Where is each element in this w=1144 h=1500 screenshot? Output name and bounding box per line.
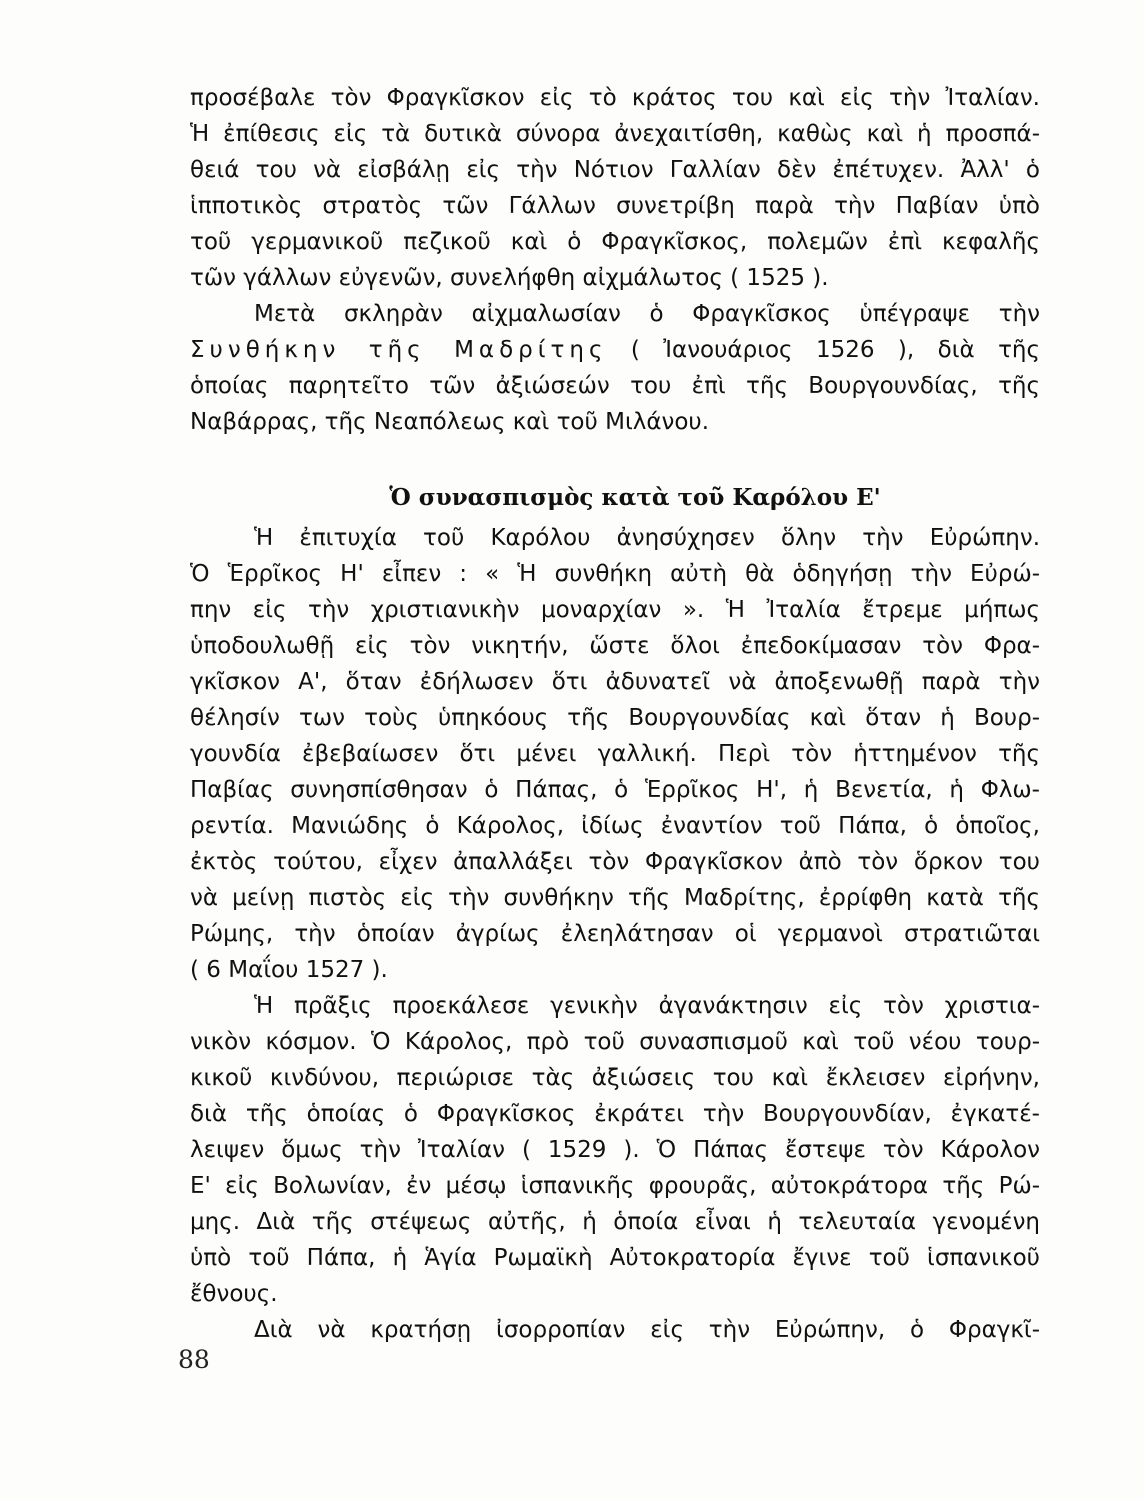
treaty-date: ( Ἰανουάριος 1526 ), διὰ τῆς	[607, 337, 1040, 363]
text-line: διὰ τῆς ὁποίας ὁ Φραγκῖσκος ἐκράτει τὴν Βουργουνδίαν, ἐγκατέ-	[190, 1101, 1040, 1127]
text-line	[190, 332, 1040, 368]
text-line: ἱπποτικὸς στρατὸς τῶν Γάλλων συνετρίβη παρὰ τὴν Παβίαν ὑπὸ	[190, 193, 1040, 219]
text-line: τῶν γάλλων εὐγενῶν, συνελήφθη αἰχμάλωτος ( 1525 ).	[190, 265, 829, 291]
text-line: Ἡ πρᾶξις προεκάλεσε γενικὴν ἀγανάκτησιν εἰς τὸν χριστια-	[254, 993, 1040, 1019]
text-line: ρεντία. Μανιώδης ὁ Κάρολος, ἰδίως ἐναντίον τοῦ Πάπα, ὁ ὁποῖος,	[190, 813, 1040, 839]
text-line: Διὰ νὰ κρατήσῃ ἰσορροπίαν εἰς τὴν Εὐρώπην, ὁ Φραγκῖ-	[254, 1317, 1040, 1343]
text-line: Παβίας συνησπίσθησαν ὁ Πάπας, ὁ Ἑρρῖκος Η', ἡ Βενετία, ἡ Φλω-	[190, 777, 1040, 803]
text-line: ὁποίας παρητεῖτο τῶν ἀξιώσεών του ἐπὶ τῆς Βουργουνδίας, τῆς	[190, 373, 1040, 399]
text-line: Ρώμης, τὴν ὁποίαν ἀγρίως ἐλεηλάτησαν οἱ γερμανοὶ στρατιῶται	[190, 921, 1040, 947]
text-line: Ὁ Ἑρρῖκος Η' εἶπεν : « Ἡ συνθήκη αὐτὴ θὰ ὁδηγήσῃ τὴν Εὐρώ-	[190, 561, 1040, 587]
text-line: ὑποδουλωθῇ εἰς τὸν νικητήν, ὥστε ὅλοι ἐπεδοκίμασαν τὸν Φρα-	[190, 633, 1040, 659]
text-line: κικοῦ κινδύνου, περιώρισε τὰς ἀξιώσεις του καὶ ἔκλεισεν εἰρήνην,	[190, 1065, 1040, 1091]
section-gap	[190, 440, 1040, 476]
text-line: Ε' εἰς Βολωνίαν, ἐν μέσῳ ἱσπανικῆς φρουρᾶς, αὐτοκράτορα τῆς Ρώ-	[190, 1173, 1040, 1199]
page-number: 88	[178, 1345, 210, 1374]
treaty-name: Συνθήκην τῆς Μαδρίτης	[190, 337, 608, 363]
text-line: προσέβαλε τὸν Φραγκῖσκον εἰς τὸ κράτος του καὶ εἰς τὴν Ἰταλίαν.	[190, 85, 1040, 111]
text-line: γουνδία ἐβεβαίωσεν ὅτι μένει γαλλική. Περὶ τὸν ἡττημένον τῆς	[190, 741, 1040, 767]
text-line: νὰ μείνῃ πιστὸς εἰς τὴν συνθήκην τῆς Μαδρίτης, ἐρρίφθη κατὰ τῆς	[190, 885, 1040, 911]
text-line: Ναβάρρας, τῆς Νεαπόλεως καὶ τοῦ Μιλάνου.	[190, 409, 710, 435]
text-line: Ἡ ἐπιτυχία τοῦ Καρόλου ἀνησύχησεν ὅλην τὴν Εὐρώπην.	[254, 525, 1040, 551]
text-line: νικὸν κόσμον. Ὁ Κάρολος, πρὸ τοῦ συνασπισμοῦ καὶ τοῦ νέου τουρ-	[190, 1029, 1040, 1055]
text-line: θειά του νὰ εἰσβάλῃ εἰς τὴν Νότιον Γαλλίαν δὲν ἐπέτυχεν. Ἀλλ' ὁ	[190, 157, 1040, 183]
text-line: λειψεν ὅμως τὴν Ἰταλίαν ( 1529 ). Ὁ Πάπας ἔστεψε τὸν Κάρολον	[190, 1137, 1040, 1163]
text-line: ἔθνους.	[190, 1281, 278, 1307]
text-line: πην εἰς τὴν χριστιανικὴν μοναρχίαν ». Ἡ Ἰταλία ἔτρεμε μήπως	[190, 597, 1040, 623]
body-text	[190, 80, 1040, 1348]
text-line: ὑπὸ τοῦ Πάπα, ἡ Ἁγία Ρωμαϊκὴ Αὐτοκρατορία ἔγινε τοῦ ἱσπανικοῦ	[190, 1245, 1040, 1271]
text-line: ἐκτὸς τούτου, εἶχεν ἀπαλλάξει τὸν Φραγκῖσκον ἀπὸ τὸν ὅρκον του	[190, 849, 1040, 875]
text-line: Μετὰ σκληρὰν αἰχμαλωσίαν ὁ Φραγκῖσκος ὑπέγραψε τὴν	[254, 301, 1040, 327]
section-heading: Ὁ συνασπισμὸς κατὰ τοῦ Καρόλου Ε'	[389, 484, 881, 511]
text-line: μης. Διὰ τῆς στέψεως αὐτῆς, ἡ ὁποία εἶναι ἡ τελευταία γενομένη	[190, 1209, 1040, 1235]
text-line: γκῖσκον Α', ὅταν ἐδήλωσεν ὅτι ἀδυνατεῖ νὰ ἀποξενωθῇ παρὰ τὴν	[190, 669, 1040, 695]
text-line: Ἡ ἐπίθεσις εἰς τὰ δυτικὰ σύνορα ἀνεχαιτίσθη, καθὼς καὶ ἡ προσπά-	[190, 121, 1040, 147]
text-line: τοῦ γερμανικοῦ πεζικοῦ καὶ ὁ Φραγκῖσκος, πολεμῶν ἐπὶ κεφαλῆς	[190, 229, 1040, 255]
text-line: ( 6 Μαΐου 1527 ).	[190, 957, 388, 983]
text-line: θέλησίν των τοὺς ὑπηκόους τῆς Βουργουνδίας καὶ ὅταν ἡ Βουρ-	[190, 705, 1040, 731]
